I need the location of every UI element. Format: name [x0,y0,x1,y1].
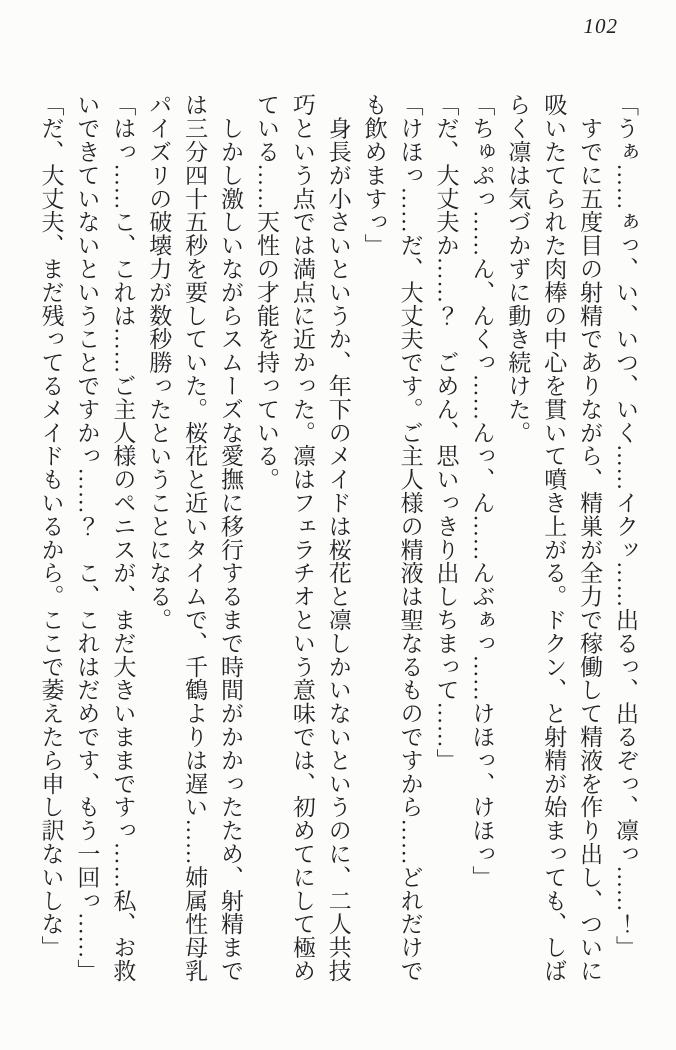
text-column-1: 「うぁ……ぁっ、い、いつ、いく……イクッ……出るっ、出るぞっ、凛っ……！」 [613,93,638,959]
text-column-3: 吸いたてられた肉棒の中心を貫いて噴き上がる。ドクン、と射精が始まっても、しば [541,93,567,983]
text-column-15: 「はっ……こ、これは……ご主人様のペニスが、まだ大きいままですっ……私、お救 [110,93,136,983]
text-column-12: しかし激しいながらスムーズな愛撫に移行するまで時間がかかったため、射精まで [218,93,244,983]
text-column-8: も飲めますっ」 [361,93,387,257]
text-column-14: パイズリの破壊力が数秒勝ったということになる。 [146,93,172,632]
text-column-9: 身長が小さいというか、年下のメイドは桜花と凛しかいないというのに、二人共技 [325,93,351,983]
text-column-5: 「ちゅぷっ……ん、んくっ……んっ、ん……んぶぁっ……けほっ、けほっ」 [469,93,495,889]
text-column-6: 「だ、大丈夫か……？ ごめん、思いっきり出しちまって……」 [433,93,459,772]
text-column-13: は三分四十五秒を要していた。桜花と近いタイムで、千鶴よりは遅い……姉属性母乳 [182,93,208,983]
text-column-7: 「けほっ……だ、大丈夫です。ご主人様の精液は聖なるものですから……どれだけで [397,93,423,983]
page-number: 102 [583,14,618,38]
text-column-2: すでに五度目の射精でありながら、精巣が全力で稼働して精液を作り出し、ついに [577,93,603,983]
text-column-16: いできていないということですかっ……？ こ、これはだめです、もう一回っ……」 [74,93,100,983]
text-block [33,93,643,993]
text-column-11: ている……天性の才能を持っている。 [253,93,279,491]
text-column-4: らく凛は気づかずに動き続けた。 [505,93,531,444]
text-column-17: 「だ、大丈夫、まだ残ってるメイドもいるから。ここで萎えたら申し訳ないしな」 [38,93,64,959]
text-column-10: 巧という点では満点に近かった。凛はフェラチオという意味では、初めてにして極め [289,93,315,983]
